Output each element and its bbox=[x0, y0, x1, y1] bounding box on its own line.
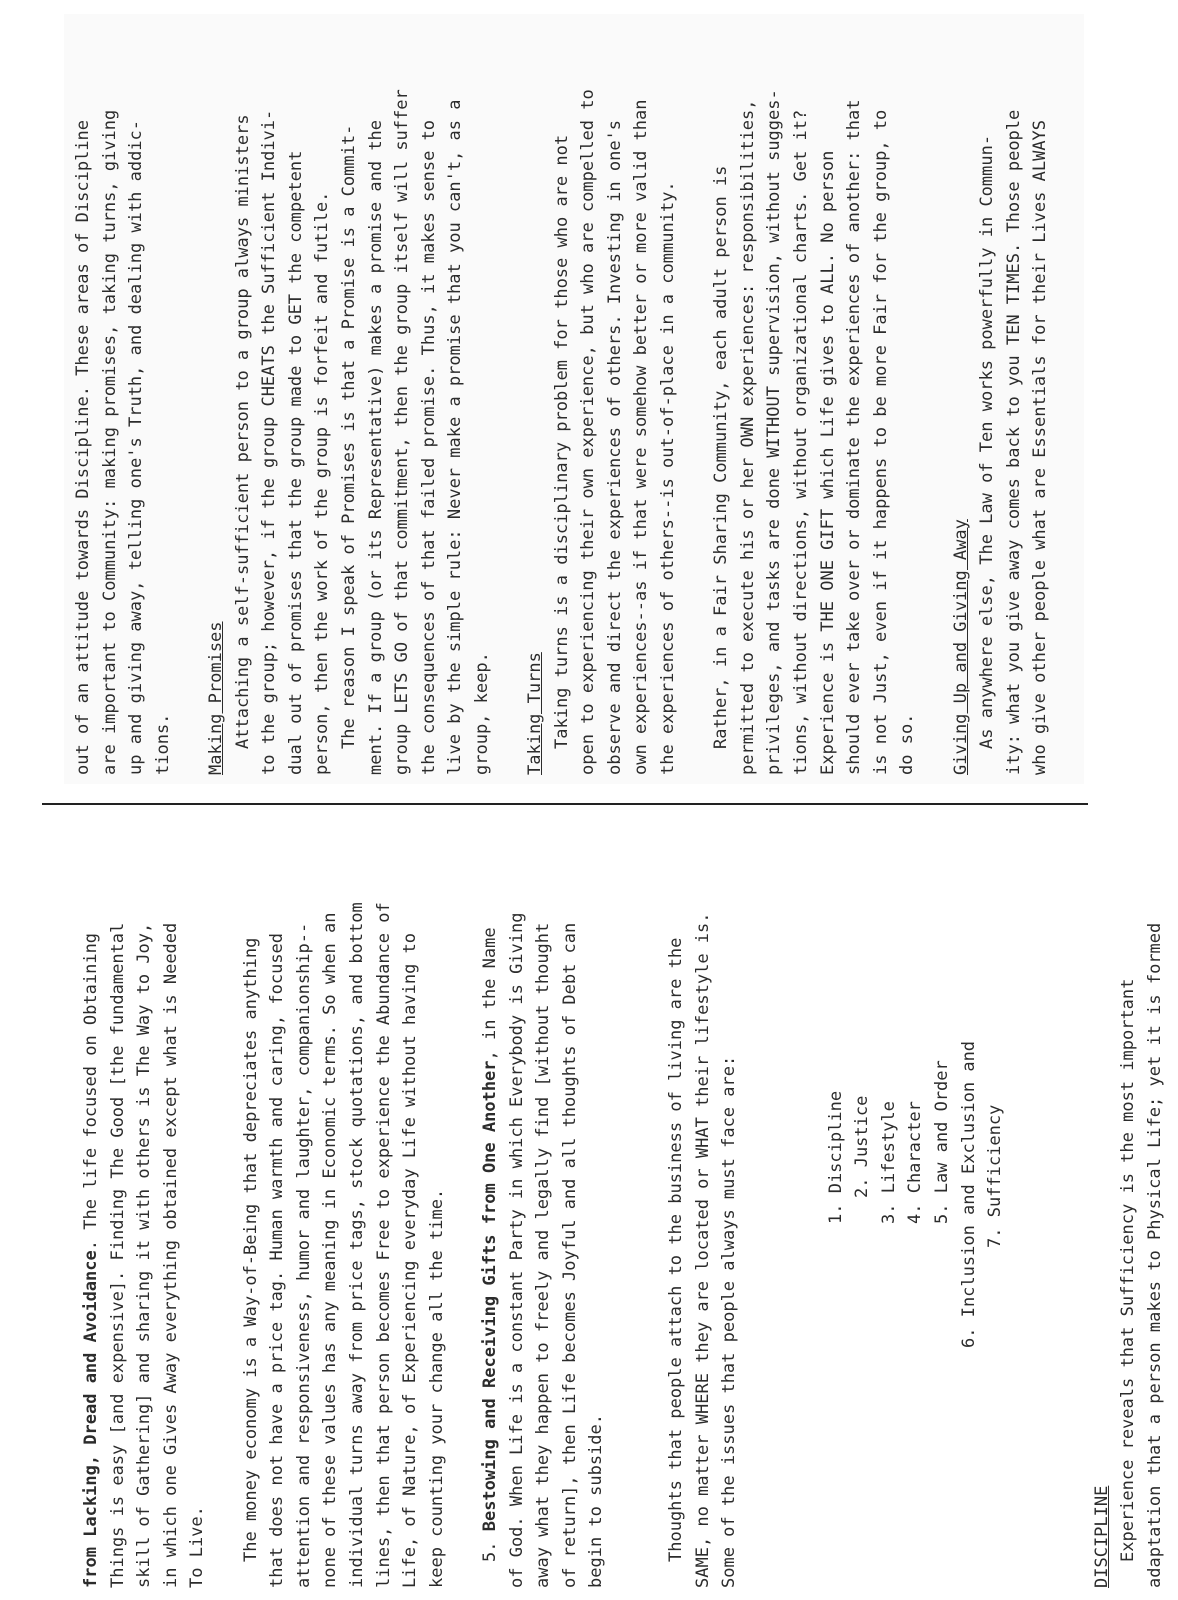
text-line: in which one Gives Away everything obtained except what is Needed bbox=[160, 922, 181, 1588]
text-line: of return], then Life becomes Joyful and all thoughts of Debt can bbox=[559, 922, 580, 1588]
text-line: group, keep. bbox=[471, 652, 492, 775]
text-line: ment. If a group (or its Representative) makes a promise and the bbox=[365, 119, 386, 775]
taking-turns-heading: Taking Turns bbox=[525, 652, 546, 775]
text-line: As anywhere else, The Law of Ten works powerfully in Commun- bbox=[977, 134, 998, 749]
issue-item: 7. Sufficiency bbox=[985, 1104, 1006, 1248]
text-line: skill of Gathering] and sharing it with others is The Way to Joy, bbox=[134, 922, 155, 1588]
text-line: keep counting your change all the time. bbox=[426, 1188, 447, 1588]
text-line: away what they happen to freely and legally find [without thought bbox=[533, 922, 554, 1588]
page-divider bbox=[42, 803, 1088, 805]
bottom-text-column bbox=[78, 828, 1168, 1588]
issue-item: 1. Discipline bbox=[825, 1090, 846, 1224]
text-line: Some of the issues that people always must face are: bbox=[719, 1055, 740, 1588]
blank-line bbox=[450, 828, 477, 1588]
text-line: Experience reveals that Sufficiency is the most important bbox=[1118, 978, 1139, 1562]
text-line: should ever take over or dominate the experiences of another: that bbox=[844, 99, 865, 775]
text-line: observe and direct the experiences of others. Investing in one's bbox=[604, 119, 625, 775]
text-line: lines, then that person becomes Free to experience the Abundance of bbox=[373, 902, 394, 1588]
giving-heading: Giving Up and Giving Away bbox=[950, 519, 971, 775]
blank-line bbox=[796, 828, 823, 1588]
text-line: that does not have a price tag. Human warmth and caring, focused bbox=[267, 932, 288, 1588]
text-line: attention and responsiveness, humor and laughter, companionship-- bbox=[293, 922, 314, 1588]
text-fragment: 5. bbox=[479, 1531, 500, 1562]
text-line: Things is easy [and expensive]. Finding The Good [the fundamental bbox=[107, 922, 128, 1588]
text-line: ity: what you give away comes back to you TEN TIMES. Those people bbox=[1003, 109, 1024, 775]
blank-line bbox=[211, 828, 238, 1588]
text-line: Experience is THE ONE GIFT which Life gives to ALL. No person bbox=[817, 150, 838, 775]
issue-item: 3. Lifestyle bbox=[878, 1101, 899, 1224]
blank-line bbox=[1009, 828, 1036, 1588]
text-line: permitted to execute his or her OWN experiences: responsibilities, bbox=[737, 99, 758, 775]
blank-line bbox=[1062, 828, 1089, 1588]
text-line: own experiences--as if that were somehow better or more valid than bbox=[631, 99, 652, 775]
discipline-heading: DISCIPLINE bbox=[1091, 1485, 1112, 1588]
bold-phrase: Bestowing and Receiving Gifts from One Another bbox=[479, 1060, 500, 1532]
issue-item: 4. Character bbox=[905, 1101, 926, 1224]
text-line: open to experiencing their own experience, but who are compelled to bbox=[578, 89, 599, 775]
text-fragment: . The life focused on Obtaining bbox=[81, 932, 101, 1251]
text-line: Thoughts that people attach to the business of living are the bbox=[666, 937, 687, 1562]
text-line: The reason I speak of Promises is that a Promise is a Commit- bbox=[338, 124, 359, 749]
text-line: adaptation that a person makes to Physical Life; yet it is formed bbox=[1144, 922, 1165, 1588]
blank-line bbox=[496, 15, 523, 775]
blank-line bbox=[176, 15, 203, 775]
text-line: To Live. bbox=[187, 1506, 208, 1588]
blank-line bbox=[769, 828, 796, 1588]
blank-line bbox=[636, 828, 663, 1588]
text-line: do so. bbox=[897, 713, 918, 775]
text-fragment: , in the Name bbox=[479, 927, 500, 1061]
making-promises-heading: Making Promises bbox=[205, 621, 226, 775]
blank-line bbox=[682, 15, 709, 775]
issue-item: 2. Justice bbox=[852, 1095, 873, 1198]
text-line: dual out of promises that the group made to GET the competent bbox=[285, 150, 306, 775]
text-line: tions. bbox=[152, 713, 173, 775]
issue-item: 5. Law and Order bbox=[932, 1060, 952, 1224]
text-line: is not Just, even if it happens to be more Fair for the group, to bbox=[870, 109, 891, 775]
text-line: Taking turns is a disciplinary problem for those who are not bbox=[551, 134, 572, 749]
text-line: are important to Community: making promises, taking turns, giving bbox=[99, 109, 120, 775]
text-line: to the group; however, if the group CHEATS the Sufficient Indivi- bbox=[259, 109, 280, 775]
blank-line bbox=[1035, 828, 1062, 1588]
text-line: individual turns away from price tags, stock quotations, and bottom bbox=[346, 902, 367, 1588]
issue-item: 6. Inclusion and Exclusion and bbox=[958, 1040, 979, 1348]
text-line: who give other people what are Essentials for their Lives ALWAYS bbox=[1030, 119, 1051, 775]
text-line: begin to subside. bbox=[586, 1414, 607, 1588]
text-line: Life, of Nature, of Experiencing everyday Life without having to bbox=[400, 932, 421, 1588]
blank-line bbox=[921, 15, 948, 775]
text-line bbox=[477, 828, 504, 1588]
text-line: the consequences of that failed promise. Thus, it makes sense to bbox=[418, 119, 439, 775]
text-line bbox=[78, 828, 105, 1588]
blank-line bbox=[610, 828, 637, 1588]
text-line: the experiences of others--is out-of-place in a community. bbox=[658, 181, 679, 775]
text-line: none of these values has any meaning in Economic terms. So when an bbox=[320, 912, 341, 1588]
text-line: live by the simple rule: Never make a promise that you can't, as a bbox=[445, 99, 466, 775]
text-line: out of an attitude towards Discipline. These areas of Discipline bbox=[73, 119, 93, 775]
text-line: group LETS GO of that commitment, then the group itself will suffer bbox=[392, 89, 413, 775]
text-line: tions, without directions, without organizational charts. Get it? bbox=[791, 109, 812, 775]
top-text-column bbox=[70, 15, 1054, 775]
text-line: Rather, in a Fair Sharing Community, each adult person is bbox=[711, 165, 732, 749]
blank-line bbox=[743, 828, 770, 1588]
text-line: person, then the work of the group is forfeit and futile. bbox=[312, 191, 333, 775]
text-line: Attaching a self-sufficient person to a group always ministers bbox=[232, 114, 253, 749]
bold-phrase: from Lacking, Dread and Avoidance bbox=[81, 1250, 101, 1588]
text-line: privileges, and tasks are done WITHOUT supervision, without sugges- bbox=[764, 89, 785, 775]
text-line: of God. When Life is a constant Party in which Everybody is Giving bbox=[506, 912, 527, 1588]
text-line: The money economy is a Way-of-Being that depreciates anything bbox=[240, 937, 261, 1562]
text-line: SAME, no matter WHERE they are located or WHAT their lifestyle is. bbox=[692, 912, 713, 1588]
text-line: up and giving away, telling one's Truth, and dealing with addic- bbox=[126, 119, 147, 775]
